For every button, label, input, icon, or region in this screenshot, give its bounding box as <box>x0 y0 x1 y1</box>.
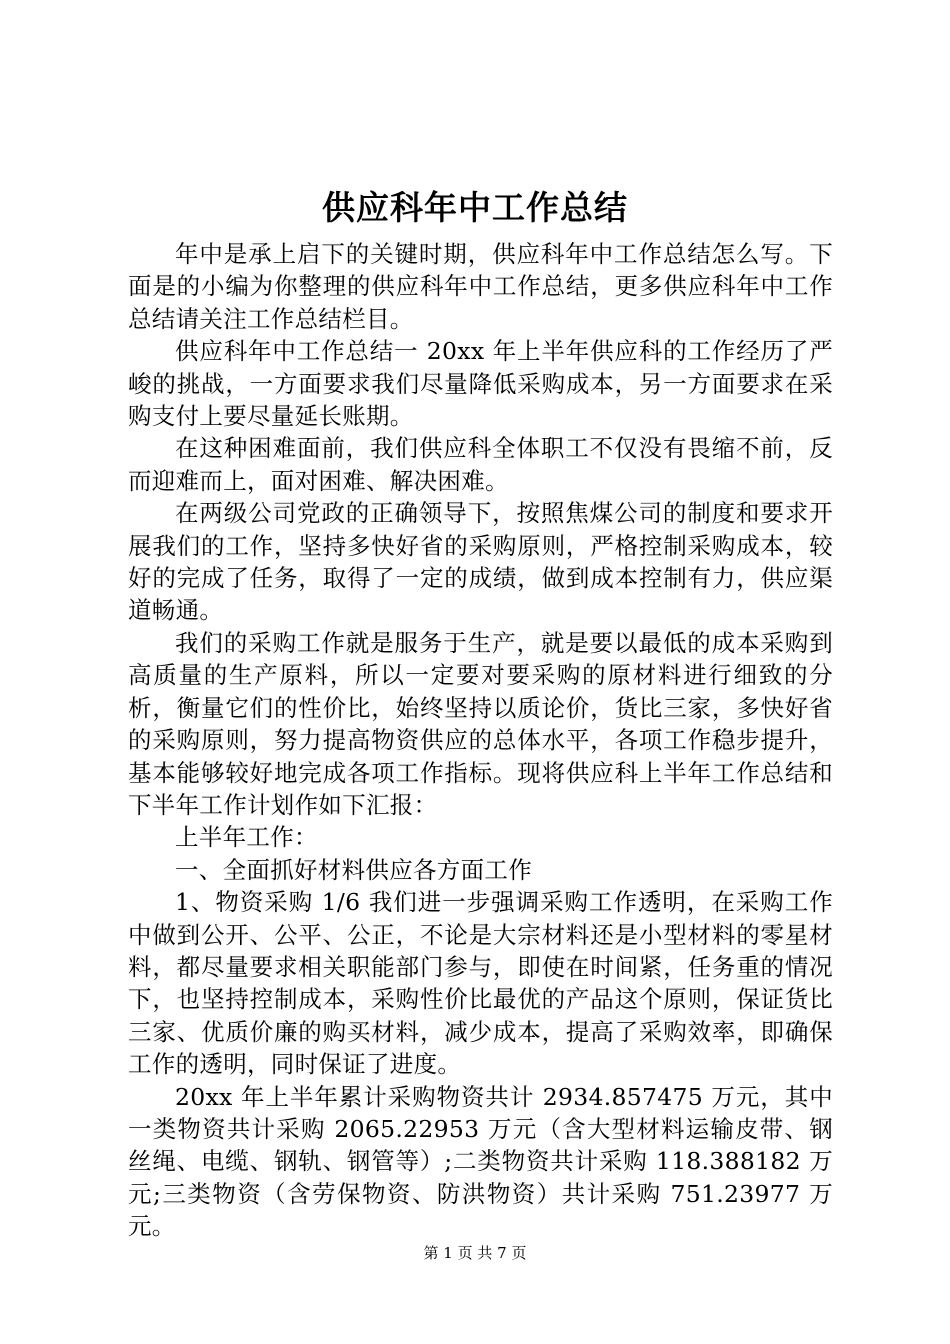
paragraph-purchase-totals: 20xx 年上半年累计采购物资共计 2934.857475 万元，其中一类物资共计采购 2065.22953 万元（含大型材料运输皮带、钢丝绳、电缆、钢轨、钢管等）;二类物资共计采购 118.388182 万元;三类物资（含劳保物资、防洪物资）共计采购 751.23977 万元。 <box>128 1082 833 1241</box>
paragraph-first-half-heading: 上半年工作： <box>175 823 318 852</box>
paragraph-summary-one: 供应科年中工作总结一 20xx 年上半年供应科的工作经历了严峻的挑战，一方面要求我们尽量降低采购成本，另一方面要求在采购支付上要尽量延长账期。 <box>128 337 833 431</box>
paragraph-section-heading: 一、全面抓好材料供应各方面工作 <box>175 855 532 884</box>
paragraph-intro: 年中是承上启下的关键时期，供应科年中工作总结怎么写。下面是的小编为你整理的供应科年中工作总结，更多供应科年中工作总结请关注工作总结栏目。 <box>128 240 833 333</box>
paragraph-difficulty: 在这种困难面前，我们供应科全体职工不仅没有畏缩不前，反而迎难而上，面对困难、解决困难。 <box>128 434 833 495</box>
paragraph-material-purchasing: 1、物资采购 1/6 我们进一步强调采购工作透明，在采购工作中做到公开、公平、公正，不论是大宗材料还是小型材料的零星材料，都尽量要求相关职能部门参与，即使在时间紧，任务重的情况下，也坚持控制成本，采购性价比最优的产品这个原则，保证货比三家、优质价廉的购买材料，减少成本，提高了采购效率，即确保工作的透明，同时保证了进度。 <box>128 888 833 1079</box>
paragraph-purchasing-principle: 我们的采购工作就是服务于生产，就是要以最低的成本采购到高质量的生产原料，所以一定要对要采购的原材料进行细致的分析，衡量它们的性价比，始终坚持以质论价，货比三家，多快好省的采购原则，努力提高物资供应的总体水平，各项工作稳步提升，基本能够较好地完成各项工作指标。现将供应科上半年工作总结和下半年工作计划作如下汇报： <box>128 628 833 819</box>
page-footer: 第 1 页 共 7 页 <box>423 1244 527 1262</box>
document-body <box>128 238 833 1243</box>
document-title: 供应科年中工作总结 <box>322 188 628 227</box>
paragraph-leadership: 在两级公司党政的正确领导下，按照焦煤公司的制度和要求开展我们的工作，坚持多快好省的采购原则，严格控制采购成本，较好的完成了任务，取得了一定的成绩，做到成本控制有力，供应渠道畅通。 <box>128 499 833 625</box>
